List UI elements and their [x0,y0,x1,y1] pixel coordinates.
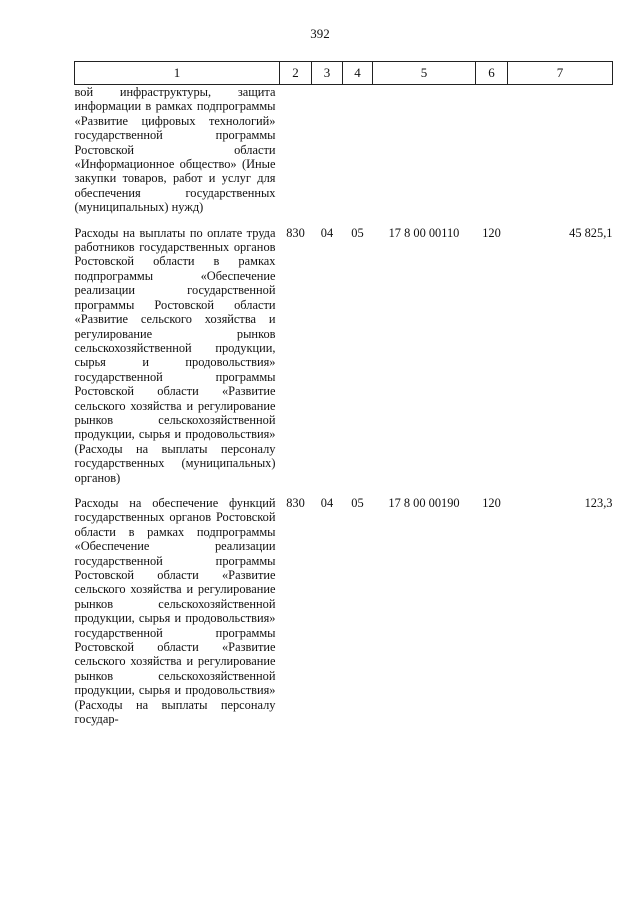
row-amount [508,85,613,215]
row-amount: 45 825,1 [569,225,613,240]
row-target-article [373,85,476,215]
row-ministry-code: 830 [286,495,305,510]
row-target-article: 17 8 00 00110 [388,225,460,240]
column-header-3: 3 [312,62,343,85]
column-header-6: 6 [476,62,508,85]
column-header-4: 4 [343,62,373,85]
column-header-7: 7 [508,62,613,85]
column-header-5: 5 [373,62,476,85]
row-ministry-code [280,85,312,215]
column-header-1: 1 [75,62,280,85]
row-section-code [312,85,343,215]
row-section-code: 04 [320,495,334,510]
row-description: Расходы на обеспечение функций государственных органов Ростовской области в рамках подпрограммы «Обеспечение реализации государственной программы Ростовской области «Развитие сельского хозяйства и регулирование рынков сельскохозяйственной продукции, сырья и продовольствия» государственной программы Ростовской области «Развитие сельского хозяйства и регулирование рынков сельскохозяйственной продукции, сырья и продовольствия» (Расходы на выплаты персоналу государ- [74,495,276,727]
row-description: Расходы на выплаты по оплате труда работников государственных органов Ростовской области в рамках подпрограммы «Обеспечение реализации государственной программы Ростовской области «Развитие сельского хозяйства и регулирование рынков сельскохозяйственной продукции, сырья и продовольствия» государственной программы Ростовской области «Развитие сельского хозяйства и регулирование рынков сельскохозяйственной продукции, сырья и продовольствия» (Расходы на выплаты персоналу государственных (муниципальных) органов) [74,225,276,485]
table-row [75,85,613,215]
row-subsection-code: 05 [351,225,364,240]
row-subsection-code: 05 [351,495,364,510]
row-expense-type: 120 [482,495,501,510]
row-expense-type [476,85,508,215]
table-row [75,226,613,485]
row-spacer [75,485,613,496]
table-row [75,496,613,727]
table-header-row [75,62,613,85]
row-description: вой инфраструктуры, защита информации в рамках подпрограммы «Развитие цифровых технологий» государственной программы Ростовской области «Информационное общество» (Иные закупки товаров, работ и услуг для обеспечения государственных (муниципальных) нужд) [74,85,276,215]
row-amount: 123,3 [584,495,613,510]
column-header-2: 2 [280,62,312,85]
budget-table [74,61,613,726]
row-spacer [75,215,613,226]
page-number: 392 [310,26,330,41]
row-target-article: 17 8 00 00190 [388,495,460,510]
row-ministry-code: 830 [286,225,305,240]
row-section-code: 04 [320,225,334,240]
row-expense-type: 120 [482,225,501,240]
row-subsection-code [343,85,373,215]
